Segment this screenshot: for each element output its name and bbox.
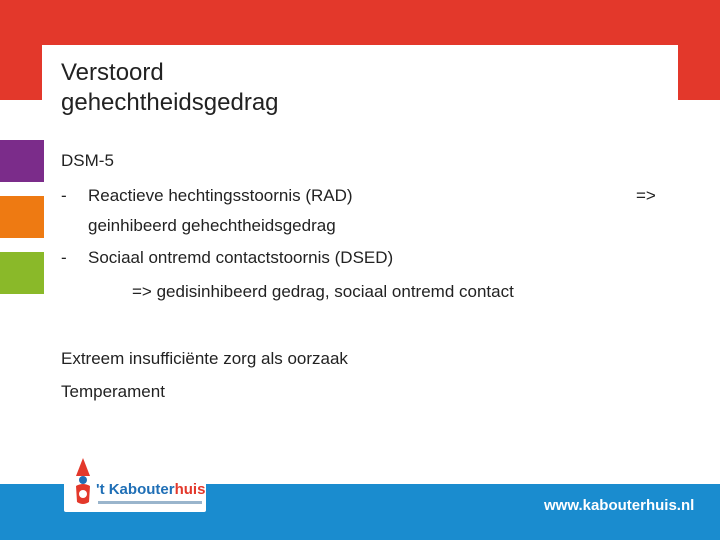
kabouterhuis-logo xyxy=(64,456,206,512)
bullet2-continuation: => gedisinhibeerd gedrag, sociaal ontremd contact xyxy=(132,282,514,301)
bullet2-text: Sociaal ontremd contactstoornis (DSED) xyxy=(88,248,394,267)
orange-side-tab xyxy=(0,196,44,238)
bullet2-dash: - xyxy=(61,248,67,267)
bullet1-continuation: geinhibeerd gehechtheidsgedrag xyxy=(88,216,336,235)
temperament-line: Temperament xyxy=(61,382,165,401)
cause-line: Extreem insufficiënte zorg als oorzaak xyxy=(61,349,348,368)
bullet1-text: Reactieve hechtingsstoornis (RAD) xyxy=(88,186,353,205)
bullet1-dash: - xyxy=(61,186,67,205)
dsm-heading: DSM-5 xyxy=(61,151,114,170)
slide-title xyxy=(61,58,621,118)
logo-wordmark xyxy=(96,481,205,498)
purple-side-tab xyxy=(0,140,44,182)
slide-title-line2: gehechtheidsgedrag xyxy=(61,89,279,116)
slide-title-line1: Verstoord xyxy=(61,59,164,86)
logo-tagline xyxy=(98,501,202,504)
bullet1-arrow: => xyxy=(636,186,656,205)
green-side-tab xyxy=(0,252,44,294)
logo-wordmark-suffix: huis xyxy=(174,481,206,498)
website-url: www.kabouterhuis.nl xyxy=(544,497,695,514)
gnome-figure-icon xyxy=(70,456,96,512)
logo-wordmark-prefix: 't Kabouter xyxy=(96,481,175,498)
